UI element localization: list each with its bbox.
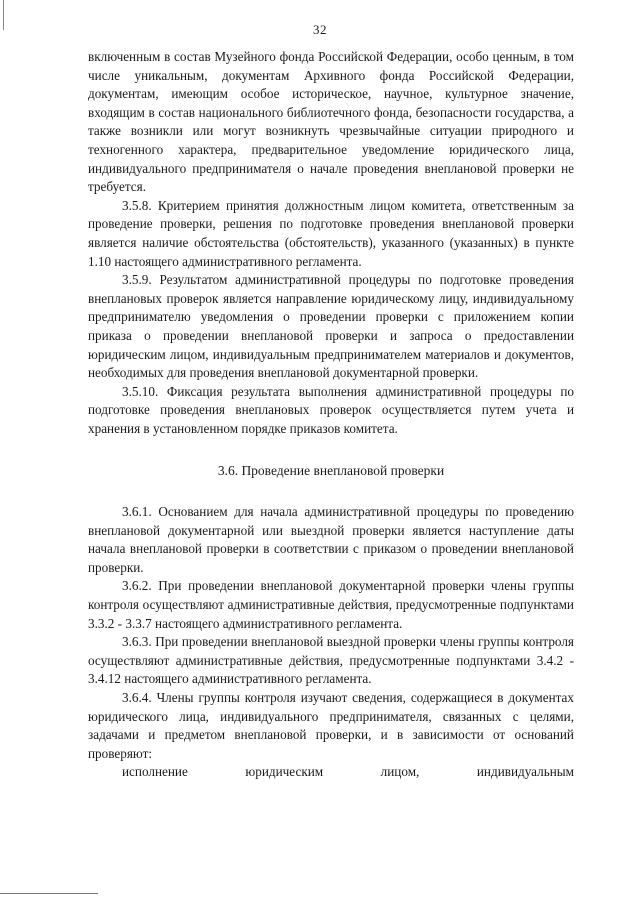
paragraph-3-5-10: 3.5.10. Фиксация результата выполнения административной процедуры по подготовке проведения внеплановых проверок осуществляется путем учета и хранения в установленном порядке приказов комитета. <box>88 383 574 436</box>
footnote-separator <box>0 893 98 894</box>
paragraph-3-6-1: 3.6.1. Основанием для начала административной процедуры по проведению внеплановой документарной или выездной проверки является наступление даты начала внеплановой проверки в соответствии с приказом о проведении внеплановой проверки. <box>88 504 574 575</box>
document-body <box>88 48 574 782</box>
page-number: 32 <box>313 22 327 37</box>
section-heading-3-6: 3.6. Проведение внеплановой проверки <box>217 463 445 479</box>
paragraph-3-6-2: 3.6.2. При проведении внеплановой документарной проверки члены группы контроля осуществляют административные действия, предусмотренные подпунктами 3.3.2 - 3.3.7 настоящего административного регламента. <box>88 578 574 631</box>
paragraph-3-5-9: 3.5.9. Результатом административной процедуры по подготовке проведения внеплановых проверок является направление юридическому лицу, индивидуальному предпринимателю уведомления о проведении проверки с приложением копии приказа о проведении внеплановой проверки и запроса о предоставлении юридическим лицом, индивидуальным предпринимателем материалов и документов, необходимых для проведения внеплановой документарной проверки. <box>88 272 574 381</box>
paragraph-list-item: исполнение юридическим лицом, индивидуальным <box>122 764 574 780</box>
paragraph-continuation: включенным в состав Музейного фонда Российской Федерации, особо ценным, в том числе уникальным, документам Архивного фонда Российской Федерации, документам, имеющим особое историческое, научное, культурное значение, входящим в состав национального библиотечного фонда, безопасности государства, а также возникли или могут возникнуть чрезвычайные ситуации природного и техногенного характера, предварительное уведомление юридического лица, индивидуального предпринимателя о начале проведения внеплановой проверки не требуется. <box>88 49 574 195</box>
paragraph-3-6-4: 3.6.4. Члены группы контроля изучают сведения, содержащиеся в документах юридического лица, индивидуального предпринимателя, связанных с целями, задачами и предметом внеплановой проверки, и в зависимости от оснований проверяют: <box>88 690 574 761</box>
paragraph-3-5-8: 3.5.8. Критерием принятия должностным лицом комитета, ответственным за проведение проверки, решения по подготовке проведения внеплановой проверки является наличие обстоятельства (обстоятельств), указанного (указанных) в пункте 1.10 настоящего административного регламента. <box>88 197 574 269</box>
paragraph-3-6-3: 3.6.3. При проведении внеплановой выездной проверки члены группы контроля осуществляют административные действия, предусмотренные подпунктами 3.4.2 - 3.4.12 настоящего административного регламента. <box>88 634 574 687</box>
